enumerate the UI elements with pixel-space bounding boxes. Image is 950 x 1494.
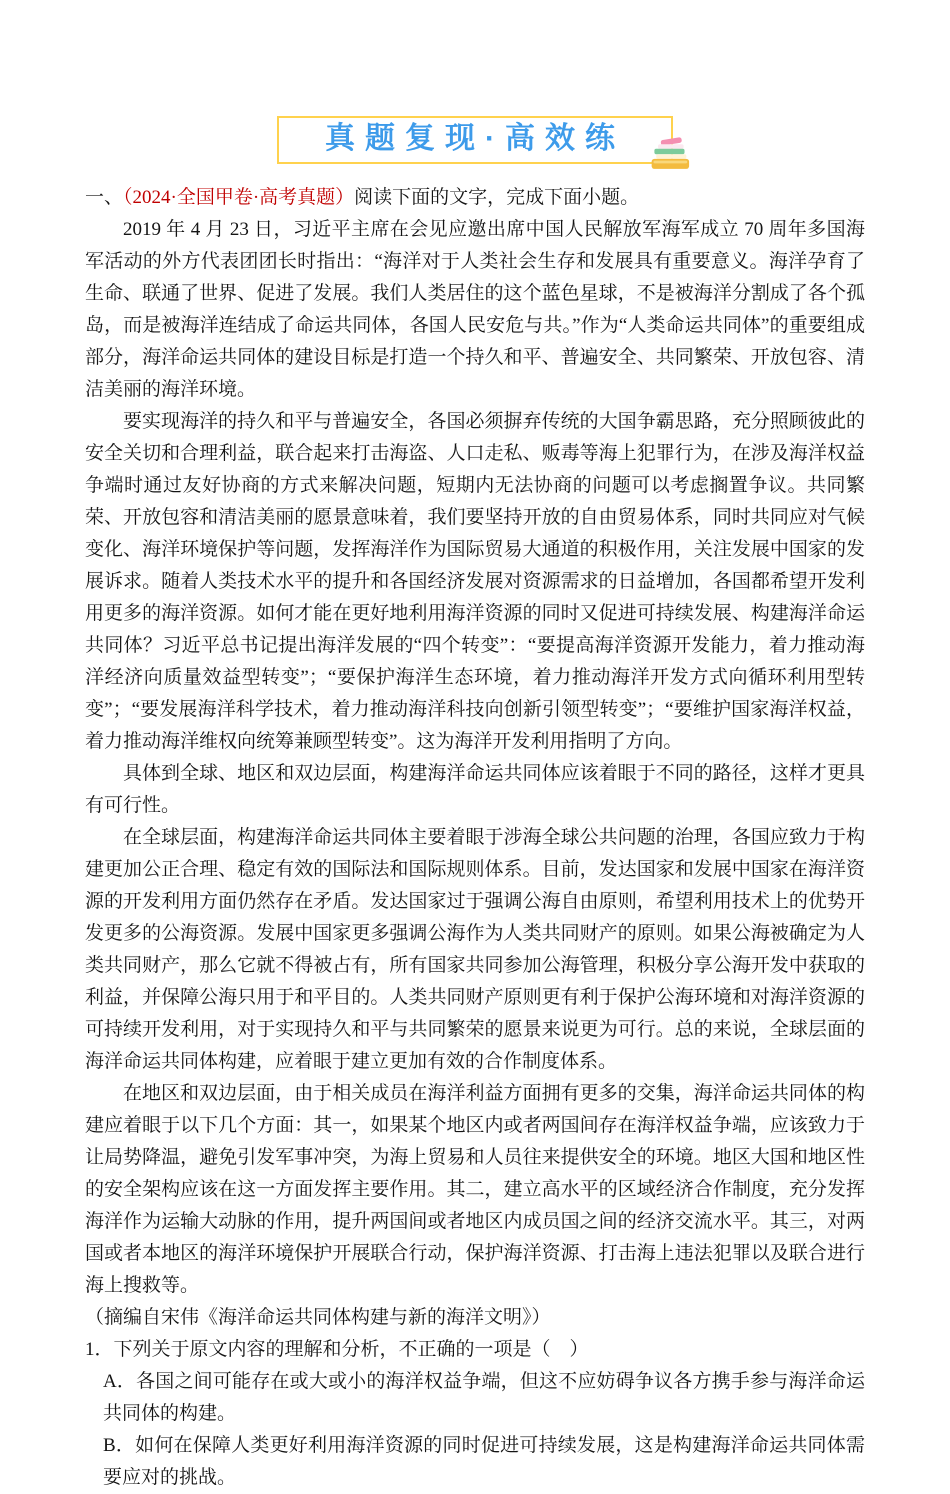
section-number: 一、 bbox=[85, 187, 124, 208]
banner-title: 真题复现·高效练 bbox=[325, 122, 625, 155]
question-1-option-b bbox=[85, 1430, 865, 1494]
section-header-line bbox=[85, 182, 865, 214]
exam-content bbox=[85, 182, 865, 1494]
option-a-label: A． bbox=[103, 1371, 137, 1392]
passage-paragraph-3: 具体到全球、地区和双边层面，构建海洋命运共同体应该着眼于不同的路径，这样才更具有可行性。 bbox=[85, 763, 865, 816]
passage-paragraph-4: 在全球层面，构建海洋命运共同体主要着眼于涉海全球公共问题的治理，各国应致力于构建更加公正合理、稳定有效的国际法和国际规则体系。目前，发达国家和发展中国家在海洋资源的开发利用方面仍然存在矛盾。发达国家过于强调公海自由原则，希望利用技术上的优势开发更多的公海资源。发展中国家更多强调公海作为人类共同财产的原则。如果公海被确定为人类共同财产，那么它就不得被占有，所有国家共同参加公海管理，积极分享公海开发中获取的利益，并保障公海只用于和平目的。人类共同财产原则更有利于保护公海环境和对海洋资源的可持续开发利用，对于实现持久和平与共同繁荣的愿景来说更为可行。总的来说，全球层面的海洋命运共同体构建，应着眼于建立更加有效的合作制度体系。 bbox=[85, 827, 865, 1072]
section-instruction: 阅读下面的文字，完成下面小题。 bbox=[354, 187, 640, 208]
option-b-label: B． bbox=[103, 1435, 136, 1456]
exam-source-tag: （2024·全国甲卷·高考真题） bbox=[123, 187, 355, 208]
question-1-text: 下列关于原文内容的理解和分析，不正确的一项是（ ） bbox=[113, 1339, 589, 1360]
banner-wrap bbox=[85, 0, 865, 164]
section-banner bbox=[277, 116, 673, 164]
question-1-option-a bbox=[85, 1366, 865, 1430]
question-1-stem bbox=[85, 1334, 865, 1366]
option-a-text: 各国之间可能存在或大或小的海洋权益争端，但这不应妨碍争议各方携手参与海洋命运共同体的构建。 bbox=[103, 1371, 865, 1424]
passage-paragraph-2: 要实现海洋的持久和平与普遍安全，各国必须摒弃传统的大国争霸思路，充分照顾彼此的安全关切和合理利益，联合起来打击海盗、人口走私、贩毒等海上犯罪行为，在涉及海洋权益争端时通过友好协商的方式来解决问题，短期内无法协商的问题可以考虑搁置争议。共同繁荣、开放包容和清洁美丽的愿景意味着，我们要坚持开放的自由贸易体系，同时共同应对气候变化、海洋环境保护等问题，发挥海洋作为国际贸易大通道的积极作用，关注发展中国家的发展诉求。随着人类技术水平的提升和各国经济发展对资源需求的日益增加，各国都希望开发利用更多的海洋资源。如何才能在更好地利用海洋资源的同时又促进可持续发展、构建海洋命运共同体？习近平总书记提出海洋发展的“四个转变”：“要提高海洋资源开发能力，着力推动海洋经济向质量效益型转变”；“要保护海洋生态环境，着力推动海洋开发方式向循环利用型转变”；“要发展海洋科学技术，着力推动海洋科技向创新引领型转变”；“要维护国家海洋权益，着力推动海洋维权向统筹兼顾型转变”。这为海洋开发利用指明了方向。 bbox=[85, 411, 865, 752]
passage-attribution: （摘编自宋伟《海洋命运共同体构建与新的海洋文明》） bbox=[85, 1307, 551, 1328]
option-b-text: 如何在保障人类更好利用海洋资源的同时促进可持续发展，这是构建海洋命运共同体需要应对的挑战。 bbox=[103, 1435, 865, 1488]
passage-paragraph-5: 在地区和双边层面，由于相关成员在海洋利益方面拥有更多的交集，海洋命运共同体的构建应着眼于以下几个方面：其一，如果某个地区内或者两国间存在海洋权益争端，应该致力于让局势降温，避免引发军事冲突，为海上贸易和人员往来提供安全的环境。地区大国和地区性的安全架构应该在这一方面发挥主要作用。其二，建立高水平的区域经济合作制度，充分发挥海洋作为运输大动脉的作用，提升两国间或者地区内成员国之间的经济交流水平。其三，对两国或者本地区的海洋环境保护开展联合行动，保护海洋资源、打击海上违法犯罪以及联合进行海上搜救等。 bbox=[85, 1083, 865, 1296]
books-stack-icon bbox=[645, 136, 693, 178]
passage-paragraph-1: 2019 年 4 月 23 日，习近平主席在会见应邀出席中国人民解放军海军成立 70 周年多国海军活动的外方代表团团长时指出：“海洋对于人类社会生存和发展具有重要意义。海洋孕育了生命、联通了世界、促进了发展。我们人类居住的这个蓝色星球，不是被海洋分割成了各个孤岛，而是被海洋连结成了命运共同体，各国人民安危与共。”作为“人类命运共同体”的重要组成部分，海洋命运共同体的建设目标是打造一个持久和平、普遍安全、共同繁荣、开放包容、清洁美丽的海洋环境。 bbox=[85, 219, 865, 400]
question-1-number: 1． bbox=[85, 1339, 114, 1360]
